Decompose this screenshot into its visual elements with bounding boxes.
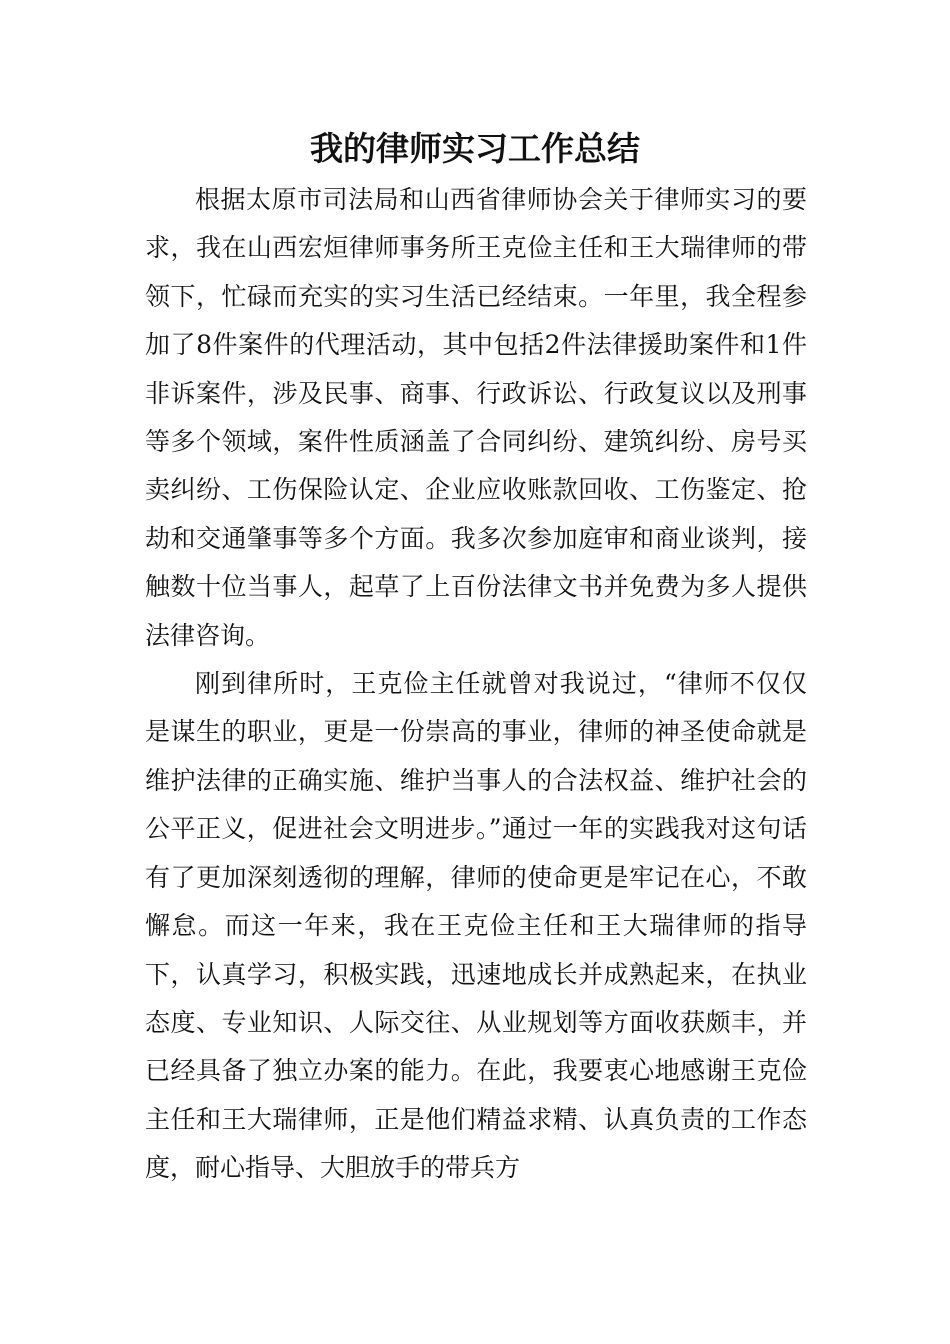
document-title: 我的律师实习工作总结: [310, 129, 640, 168]
paragraph-1: 根据太原市司法局和山西省律师协会关于律师实习的要求，我在山西宏烜律师事务所王克俭主任和王大瑞律师的带领下，忙碌而充实的实习生活已经结束。一年里，我全程参加了8件案件的代理活动，其中包括2件法律援助案件和1件非诉案件，涉及民事、商事、行政诉讼、行政复议以及刑事等多个领域，案件性质涵盖了合同纠纷、建筑纠纷、房号买卖纠纷、工伤保险认定、企业应收账款回收、工伤鉴定、抢劫和交通肇事等多个方面。我多次参加庭审和商业谈判，接触数十位当事人，起草了上百份法律文书并免费为多人提供法律咨询。: [145, 185, 807, 650]
paragraph-2: 刚到律所时，王克俭主任就曾对我说过，“律师不仅仅是谋生的职业，更是一份崇高的事业，律师的神圣使命就是维护法律的正确实施、维护当事人的合法权益、维护社会的公平正义，促进社会文明进步。”通过一年的实践我对这句话有了更加深刻透彻的理解，律师的使命更是牢记在心，不敢懈怠。而这一年来，我在王克俭主任和王大瑞律师的指导下，认真学习，积极实践，迅速地成长并成熟起来，在执业态度、专业知识、人际交往、从业规划等方面收获颇丰，并已经具备了独立办案的能力。在此，我要衷心地感谢王克俭主任和王大瑞律师，正是他们精益求精、认真负责的工作态度，耐心指导、大胆放手的带兵方: [145, 669, 807, 1183]
document-body: [145, 176, 807, 1193]
